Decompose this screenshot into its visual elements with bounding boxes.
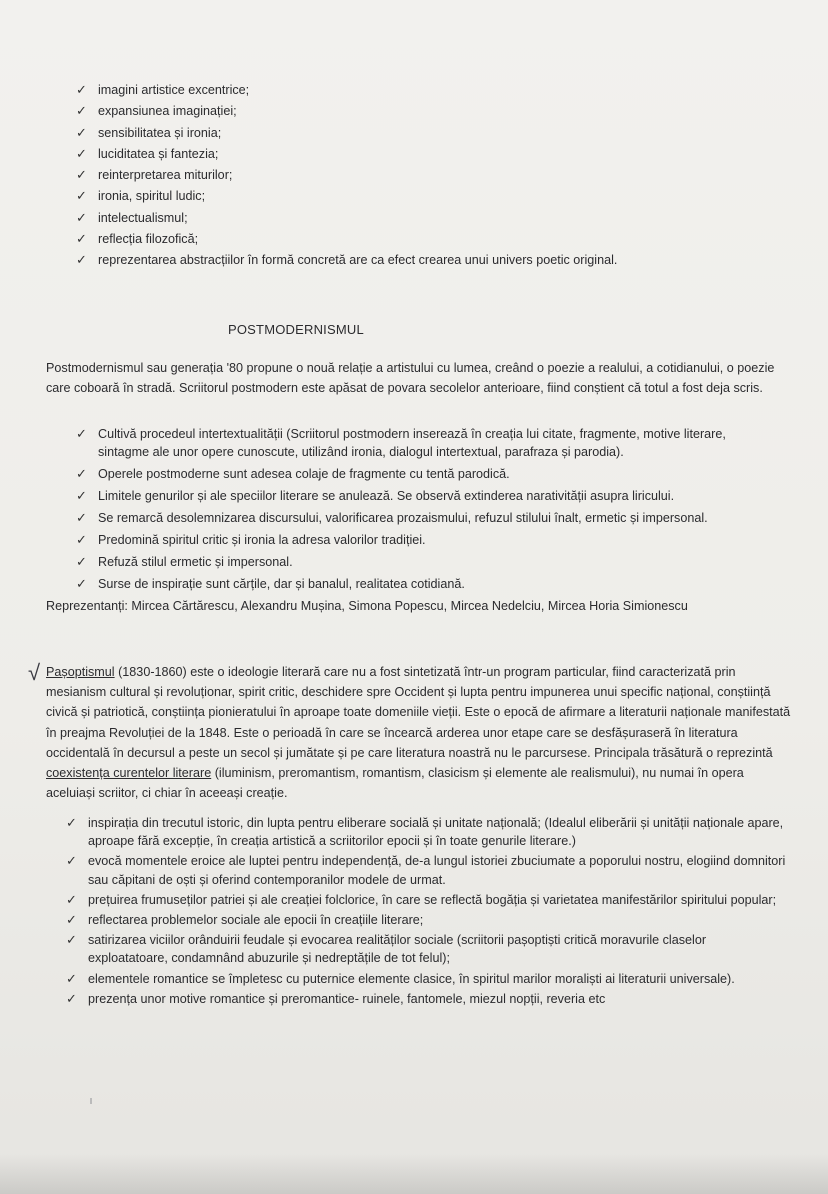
list-item: [66, 990, 786, 1008]
check-icon: ✓: [76, 488, 87, 503]
list-item: [66, 911, 786, 929]
margin-check-icon: √: [28, 660, 41, 685]
list-item: [76, 531, 776, 549]
list-item: [76, 210, 776, 226]
list-item: [76, 575, 776, 593]
check-icon: ✓: [76, 576, 87, 591]
list-item: [76, 465, 776, 483]
check-icon: ✓: [76, 167, 87, 183]
pasoptism-highlight: coexistența curentelor literare: [46, 766, 212, 781]
check-icon: ✓: [76, 145, 87, 161]
pasoptism-feature-list: [66, 814, 786, 1010]
list-item: [66, 891, 786, 909]
list-item: [76, 125, 776, 141]
pasoptism-intro-b: (iluminism, preromantism, romantism, clasicism și elemente ale realismului), nu numai în opera aceluiași scriitor, ci chiar în aceeași creație.: [46, 766, 744, 801]
list-item-text: reprezentarea abstracțiilor în formă concretă are ca efect crearea unui univers poetic original.: [98, 253, 618, 268]
list-item-text: Predomină spiritul critic și ironia la adresa valorilor tradiției.: [98, 533, 426, 547]
list-item-text: inspirația din trecutul istoric, din lupta pentru eliberare socială și unitate națională; (Idealul eliberării și unității naționale apare, aproape fără excepție, în creația artistică a scriitorilor epocii și în toate genurile literare.): [88, 816, 784, 849]
list-item: [76, 425, 776, 461]
list-item: [66, 852, 786, 888]
list-item: [66, 931, 786, 967]
list-item-text: sensibilitatea și ironia;: [98, 125, 222, 140]
check-icon: ✓: [76, 209, 87, 225]
check-icon: ✓: [66, 970, 77, 986]
check-icon: ✓: [66, 853, 77, 869]
check-icon: ✓: [76, 532, 87, 547]
list-item-text: reflecția filozofică;: [98, 232, 199, 247]
list-item: [76, 487, 776, 505]
list-item-text: intelectualismul;: [98, 210, 188, 225]
list-item-text: Surse de inspirație sunt cărțile, dar și banalul, realitatea cotidiană.: [98, 577, 465, 591]
list-item-text: ironia, spiritul ludic;: [98, 189, 206, 204]
list-item-text: imagini artistice excentrice;: [98, 83, 250, 97]
list-item: [76, 167, 776, 183]
list-item-text: Se remarcă desolemnizarea discursului, valorificarea prozaismului, refuzul stilului înalt, ermetic și impersonal.: [98, 511, 708, 525]
check-icon: ✓: [66, 912, 77, 928]
check-icon: ✓: [76, 82, 87, 97]
list-item-text: Limitele genurilor și ale speciilor literare se anulează. Se observă extinderea narativității asupra liricului.: [98, 489, 675, 503]
check-icon: ✓: [76, 510, 87, 525]
list-item-text: prezența unor motive romantice și preromantice- ruinele, fantomele, miezul nopții, reveria etc: [88, 991, 606, 1006]
top-feature-list: [76, 82, 776, 274]
list-item: [76, 231, 776, 247]
check-icon: ✓: [76, 554, 87, 569]
check-icon: ✓: [76, 231, 87, 247]
list-item-text: luciditatea și fantezia;: [98, 146, 219, 161]
check-icon: ✓: [76, 103, 87, 119]
check-icon: ✓: [66, 891, 77, 907]
check-icon: ✓: [76, 466, 87, 481]
list-item: [76, 252, 776, 268]
pen-mark: [90, 1098, 92, 1104]
list-item: [76, 103, 776, 119]
list-item-text: satirizarea viciilor orânduirii feudale și evocarea realităților sociale (scriitorii pașoptiști critică moravurile claselor exploatatoare, condamnând abuzurile și nedreptățile de tot felul);: [88, 933, 707, 966]
postmodernism-representatives: Reprezentanți: Mircea Cărtărescu, Alexandru Mușina, Simona Popescu, Mircea Nedelciu, Mircea Horia Simionescu: [46, 599, 688, 613]
postmodernism-intro: Postmodernismul sau generația '80 propune o nouă relație a artistului cu lumea, creând o poezie a realului, a cotidianului, o poezie care coboară în stradă. Scriitorul postmodern este apăsat de povara secolelor anterioare, fiind conștient că totul a fost deja scris.: [46, 361, 775, 395]
list-item-text: evocă momentele eroice ale luptei pentru independență, de-a lungul istoriei zbuciumate a poporului nostru, elogiind domnitori sau căpitani de oști și oferind contemporanilor modele de urmat.: [88, 854, 786, 887]
section-title-postmodernism: POSTMODERNISMUL: [228, 322, 364, 337]
postmodernism-feature-list: [76, 425, 776, 597]
list-item-text: Refuză stilul ermetic și impersonal.: [98, 555, 293, 569]
pasoptism-intro-a: (1830-1860) este o ideologie literară care nu a fost sintetizată într-un program particular, fiind caracterizată prin mesianism cultural și revoluționar, spirit critic, deschidere spre Occident și lupta pentru impunerea unui specific național, conștiință civică și patriotică, conștiința pionieratului în aproape toate domeniile vieții. Este o epocă de afirmare a literaturii naționale manifestată în preajma Revoluției de la 1848. Este o perioadă în care se încearcă arderea unor etape care se desfășuraseră în literatura occidentală în decursul a peste un secol și jumătate și pe care literatura noastră nu le parcursese. Principala trăsătură o reprezintă: [46, 665, 791, 760]
list-item-text: expansiunea imaginației;: [98, 104, 237, 119]
check-icon: ✓: [76, 124, 87, 140]
list-item-text: reflectarea problemelor sociale ale epocii în creațiile literare;: [88, 913, 424, 928]
list-item-text: reinterpretarea miturilor;: [98, 168, 233, 183]
list-item: [76, 146, 776, 162]
list-item-text: Operele postmoderne sunt adesea colaje de fragmente cu tentă parodică.: [98, 467, 510, 481]
list-item: [76, 509, 776, 527]
check-icon: ✓: [76, 188, 87, 204]
pasoptism-term: Pașoptismul: [46, 665, 115, 679]
check-icon: ✓: [76, 426, 87, 441]
check-icon: ✓: [66, 815, 77, 830]
list-item: [76, 188, 776, 204]
list-item-text: Cultivă procedeul intertextualității (Scriitorul postmodern inserează în creația lui citate, fragmente, motive literare, sintagme ale unor opere cunoscute, utilizând ironia, dialogul intertextual, parafraza și parodia).: [98, 427, 726, 459]
bottom-shadow: [0, 1154, 828, 1194]
pasoptism-intro: [46, 662, 791, 803]
list-item: [66, 814, 786, 850]
check-icon: ✓: [66, 990, 77, 1006]
check-icon: ✓: [66, 932, 77, 948]
check-icon: ✓: [76, 252, 87, 268]
list-item: [66, 970, 786, 988]
list-item-text: elementele romantice se împletesc cu puternice elemente clasice, în spiritul marilor moraliști ai literaturii universale).: [88, 971, 735, 986]
list-item-text: prețuirea frumuseților patriei și ale creației folclorice, în care se reflectă bogăția și varietatea manifestărilor spiritului popular;: [88, 892, 777, 907]
list-item: [76, 553, 776, 571]
list-item: [76, 82, 776, 98]
